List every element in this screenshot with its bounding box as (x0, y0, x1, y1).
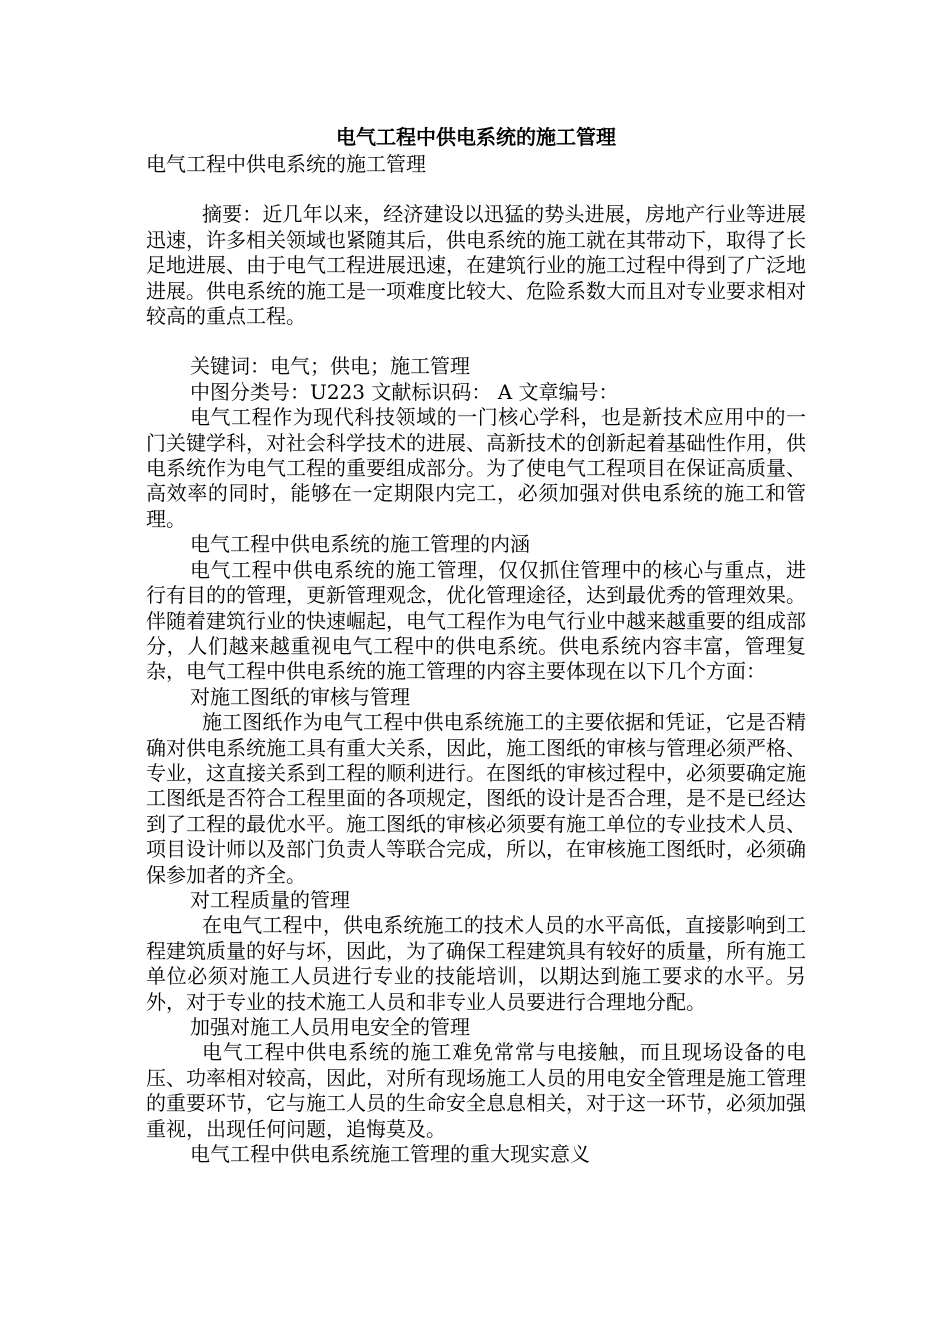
spacer (146, 177, 806, 202)
subsection-heading-drawings: 对施工图纸的审核与管理 (190, 684, 410, 709)
subsection-body-safety: 电气工程中供电系统的施工难免常常与电接触，而且现场设备的电压、功率相对较高，因此，对所有现场施工人员的用电安全管理是施工管理的重要环节，它与施工人员的生命安全息息相关，对于这一环节，必须加强重视，出现任何问题，追悔莫及。 (146, 1040, 806, 1141)
document-title: 电气工程中供电系统的施工管理 (336, 125, 616, 149)
document-subtitle: 电气工程中供电系统的施工管理 (146, 152, 426, 176)
subsection-body-quality: 在电气工程中，供电系统施工的技术人员的水平高低，直接影响到工程建筑质量的好与坏，因此，为了确保工程建筑具有较好的质量，所有施工单位必须对施工人员进行专业的技能培训，以期达到施工要求的水平。另外，对于专业的技术施工人员和非专业人员要进行合理地分配。 (146, 913, 806, 1014)
spacer (146, 329, 806, 354)
abstract-paragraph: 摘要：近几年以来，经济建设以迅猛的势头进展，房地产行业等进展迅速，许多相关领域也紧随其后，供电系统的施工就在其带动下，取得了长足地进展、由于电气工程进展迅速，在建筑行业的施工过程中得到了广泛地进展。供电系统的施工是一项难度比较大、危险系数大而且对专业要求相对较高的重点工程。 (146, 202, 806, 329)
intro-paragraph: 电气工程作为现代科技领域的一门核心学科，也是新技术应用中的一门关键学科，对社会科学技术的进展、高新技术的创新起着基础性作用，供电系统作为电气工程的重要组成部分。为了使电气工程项目在保证高质量、高效率的同时，能够在一定期限内完工，必须加强对供电系统的施工和管理。 (146, 405, 806, 531)
keywords-line: 关键词：电气；供电；施工管理 (190, 354, 470, 379)
document-page (146, 124, 806, 1167)
subsection-body-drawings: 施工图纸作为电气工程中供电系统施工的主要依据和凭证，它是否精确对供电系统施工具有重大关系，因此，施工图纸的审核与管理必须严格、专业，这直接关系到工程的顺利进行。在图纸的审核过程中，必须要确定施工图纸是否符合工程里面的各项规定，图纸的设计是否合理，是不是已经达到了工程的最优水平。施工图纸的审核必须要有施工单位的专业技术人员、项目设计师以及部门负责人等联合完成，所以，在审核施工图纸时，必须确保参加者的齐全。 (146, 710, 806, 887)
section-body-connotation: 电气工程中供电系统的施工管理，仅仅抓住管理中的核心与重点，进行有目的的管理，更新管理观念，优化管理途径，达到最优秀的管理效果。伴随着建筑行业的快速崛起，电气工程作为电气行业中越来越重要的组成部分，人们越来越重视电气工程中的供电系统。供电系统内容丰富，管理复杂，电气工程中供电系统的施工管理的内容主要体现在以下几个方面： (146, 557, 806, 684)
subsection-heading-safety: 加强对施工人员用电安全的管理 (190, 1015, 470, 1039)
section-heading-significance: 电气工程中供电系统施工管理的重大现实意义 (190, 1142, 590, 1167)
subsection-heading-quality: 对工程质量的管理 (190, 887, 350, 912)
classification-line: 中图分类号：U223 文献标识码： A 文章编号： (190, 379, 619, 404)
section-heading-connotation: 电气工程中供电系统的施工管理的内涵 (190, 532, 530, 557)
